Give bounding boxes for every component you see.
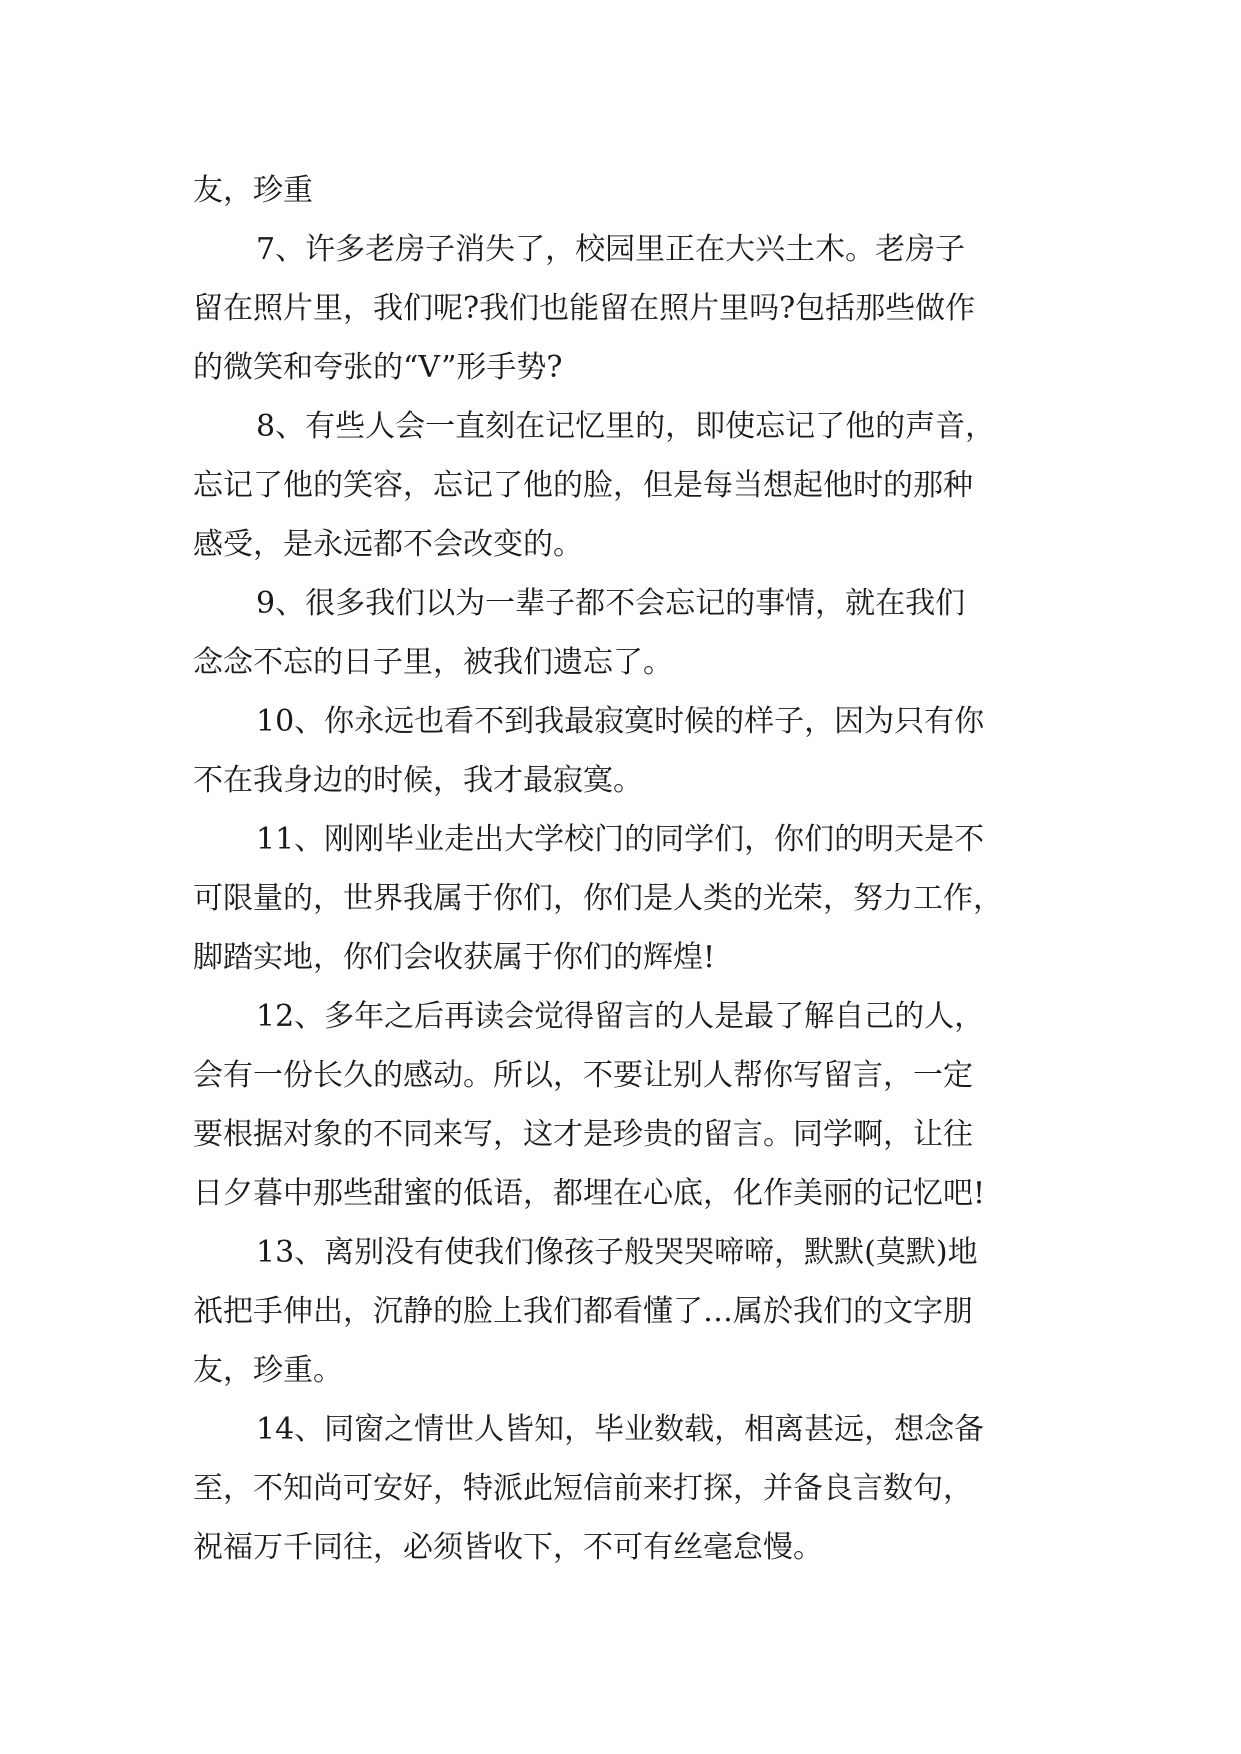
- text-line: 祝福万千同往，必须皆收下，不可有丝毫怠慢。: [193, 1530, 823, 1565]
- paragraph-item-10: [193, 692, 1073, 810]
- text-line: 脚踏实地，你们会收获属于你们的辉煌!: [193, 940, 716, 975]
- paragraph-item-11: [193, 810, 1073, 987]
- text-line: 可限量的，世界我属于你们，你们是人类的光荣，努力工作，: [193, 881, 1003, 916]
- text-line: 感受，是永远都不会改变的。: [193, 527, 583, 562]
- text-line: 14、同窗之情世人皆知，毕业数载，相离甚远，想念备: [256, 1412, 985, 1447]
- text-line: 10、你永远也看不到我最寂寞时候的样子，因为只有你: [256, 704, 985, 739]
- paragraph-item-14: [193, 1400, 1073, 1577]
- text-line: 11、刚刚毕业走出大学校门的同学们，你们的明天是不: [256, 822, 985, 857]
- paragraph-item-8: [193, 397, 1073, 574]
- text-line: 念念不忘的日子里，被我们遗忘了。: [193, 645, 673, 680]
- paragraph-continuation: [193, 161, 1073, 220]
- paragraph-item-13: [193, 1223, 1073, 1400]
- text-line: 要根据对象的不同来写，这才是珍贵的留言。同学啊，让往: [193, 1117, 973, 1152]
- text-line: 忘记了他的笑容，忘记了他的脸，但是每当想起他时的那种: [193, 468, 973, 503]
- text-line: 13、离别没有使我们像孩子般哭哭啼啼，默默(莫默)地: [256, 1235, 978, 1270]
- paragraph-item-7: [193, 220, 1073, 397]
- text-line: 12、多年之后再读会觉得留言的人是最了解自己的人，: [256, 999, 985, 1034]
- text-line: 的微笑和夸张的“V”形手势?: [193, 350, 563, 385]
- paragraph-item-12: [193, 987, 1073, 1223]
- text-line: 留在照片里，我们呢?我们也能留在照片里吗?包括那些做作: [193, 291, 976, 326]
- text-line: 7、许多老房子消失了，校园里正在大兴土木。老房子: [256, 232, 966, 267]
- paragraph-item-9: [193, 574, 1073, 692]
- text-line: 友，珍重: [193, 173, 313, 208]
- text-line: 友，珍重。: [193, 1353, 343, 1388]
- text-line: 不在我身边的时候，我才最寂寞。: [193, 763, 643, 798]
- text-line: 日夕暮中那些甜蜜的低语，都埋在心底，化作美丽的记忆吧!: [193, 1176, 986, 1211]
- text-line: 至，不知尚可安好，特派此短信前来打探，并备良言数句，: [193, 1471, 973, 1506]
- document-body: [193, 161, 1073, 1577]
- text-line: 会有一份长久的感动。所以，不要让别人帮你写留言，一定: [193, 1058, 973, 1093]
- text-line: 9、很多我们以为一辈子都不会忘记的事情，就在我们: [256, 586, 966, 621]
- text-line: 8、有些人会一直刻在记忆里的，即使忘记了他的声音，: [256, 409, 996, 444]
- text-line: 祇把手伸出，沉静的脸上我们都看懂了…属於我们的文字朋: [193, 1294, 973, 1329]
